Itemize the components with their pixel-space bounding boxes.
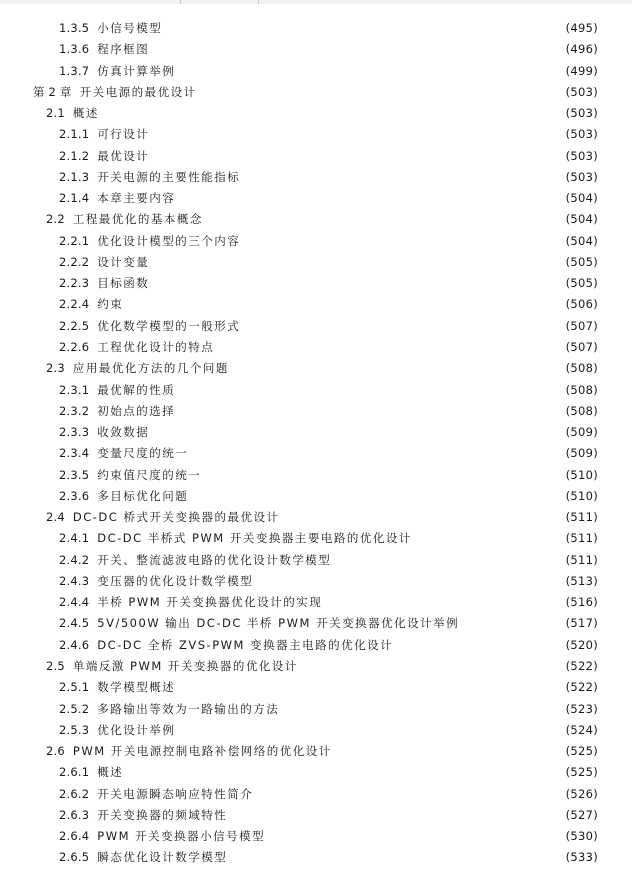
toc-subsection xyxy=(0,337,632,358)
toc-entry-number: 2.6.2 xyxy=(59,786,90,801)
toc-entry-page: (522) xyxy=(565,680,598,695)
toc-entry-number: 2.5.3 xyxy=(59,722,90,737)
toc-entry-number: 第 2 章 xyxy=(33,84,72,99)
toc-subsection xyxy=(0,61,632,82)
toc-entry-title: 单端反激 PWM 开关变换器的优化设计 xyxy=(72,658,298,673)
toc-entry-title: DC-DC 半桥式 PWM 开关变换器主要电路的优化设计 xyxy=(97,531,412,546)
toc-entry-page: (525) xyxy=(565,744,598,759)
toc-entry-number: 2.1.3 xyxy=(59,169,90,184)
toc-entry-number: 1.3.6 xyxy=(59,42,90,57)
toc-subsection xyxy=(0,39,632,60)
toc-subsection xyxy=(0,699,632,720)
toc-entry-page: (507) xyxy=(565,318,598,333)
toc-entry-page: (504) xyxy=(565,212,598,227)
toc-subsection xyxy=(0,167,632,188)
toc-entry-page: (503) xyxy=(565,148,598,163)
toc-subsection xyxy=(0,805,632,826)
toc-section xyxy=(0,741,632,762)
toc-entry-number: 2.1.4 xyxy=(59,191,90,206)
toc-entry-number: 2.3.4 xyxy=(59,446,90,461)
toc-entry-title: 优化设计举例 xyxy=(97,722,176,737)
toc-entry-title: 变压器的优化设计数学模型 xyxy=(97,573,254,588)
toc-entry-number: 2.2 xyxy=(46,212,65,227)
table-of-contents xyxy=(0,18,632,869)
toc-entry-number: 2.4 xyxy=(46,510,65,525)
toc-entry-page: (522) xyxy=(565,658,598,673)
toc-entry-number: 2.6.1 xyxy=(59,765,90,780)
toc-entry-title: 5V/500W 输出 DC-DC 半桥 PWM 开关变换器优化设计举例 xyxy=(97,616,460,631)
toc-entry-title: 小信号模型 xyxy=(97,21,163,35)
toc-subsection xyxy=(0,380,632,401)
toc-entry-title: 约束 xyxy=(97,297,124,312)
toc-subsection xyxy=(0,188,632,209)
toc-entry-title: 工程最优化的基本概念 xyxy=(72,212,203,227)
toc-subsection xyxy=(0,550,632,571)
toc-entry-page: (533) xyxy=(565,850,598,865)
toc-entry-page: (503) xyxy=(565,169,598,184)
toc-chapter xyxy=(0,82,632,103)
toc-section xyxy=(0,507,632,528)
toc-entry-page: (509) xyxy=(565,425,598,440)
toc-subsection xyxy=(0,635,632,656)
toc-entry-number: 2.3.6 xyxy=(59,488,90,503)
toc-entry-title: 应用最优化方法的几个问题 xyxy=(72,361,229,376)
toc-entry-title: 概述 xyxy=(97,765,124,780)
toc-entry-title: 最优解的性质 xyxy=(97,382,176,397)
toc-entry-number: 2.4.4 xyxy=(59,595,90,610)
toc-entry-page: (499) xyxy=(565,63,598,78)
toc-entry-page: (520) xyxy=(565,637,598,652)
toc-entry-title: 半桥 PWM 开关变换器优化设计的实现 xyxy=(97,595,323,610)
toc-subsection xyxy=(0,613,632,634)
toc-entry-number: 2.1.2 xyxy=(59,148,90,163)
toc-entry-title: 最优设计 xyxy=(97,148,150,163)
toc-entry-number: 2.6 xyxy=(46,744,65,759)
toc-entry-page: (525) xyxy=(565,765,598,780)
toc-entry-number: 2.6.4 xyxy=(59,829,90,844)
strip-divider xyxy=(258,0,259,4)
toc-entry-title: 本章主要内容 xyxy=(97,191,176,206)
toc-entry-number: 2.3.3 xyxy=(59,425,90,440)
toc-entry-number: 2.5 xyxy=(46,658,65,673)
toc-entry-page: (523) xyxy=(565,701,598,716)
toc-entry-page: (504) xyxy=(565,191,598,206)
toc-entry-page: (508) xyxy=(565,382,598,397)
toc-entry-title: 设计变量 xyxy=(97,254,150,269)
toc-entry-page: (524) xyxy=(565,722,598,737)
toc-subsection xyxy=(0,252,632,273)
toc-entry-number: 2.6.3 xyxy=(59,807,90,822)
toc-entry-title: 可行设计 xyxy=(97,127,150,142)
toc-entry-number: 2.5.2 xyxy=(59,701,90,716)
strip-divider xyxy=(180,0,181,4)
toc-entry-title: 初始点的选择 xyxy=(97,403,176,418)
toc-subsection xyxy=(0,401,632,422)
toc-entry-title: 工程优化设计的特点 xyxy=(97,339,215,354)
toc-subsection xyxy=(0,762,632,783)
toc-entry-page: (510) xyxy=(565,488,598,503)
toc-entry-page: (506) xyxy=(565,297,598,312)
toc-entry-title: PWM 开关电源控制电路补偿网络的优化设计 xyxy=(72,744,332,759)
toc-entry-title: 概述 xyxy=(72,106,99,121)
toc-subsection xyxy=(0,784,632,805)
toc-entry-number: 1.3.7 xyxy=(59,63,90,78)
toc-entry-page: (495) xyxy=(565,21,598,35)
toc-entry-number: 2.5.1 xyxy=(59,680,90,695)
toc-entry-number: 2.4.2 xyxy=(59,552,90,567)
toc-entry-number: 2.6.5 xyxy=(59,850,90,865)
toc-entry-title: 开关电源的主要性能指标 xyxy=(97,169,241,184)
toc-section xyxy=(0,103,632,124)
toc-subsection xyxy=(0,720,632,741)
toc-entry-page: (530) xyxy=(565,829,598,844)
toc-section xyxy=(0,358,632,379)
toc-section xyxy=(0,209,632,230)
toc-entry-title: 优化设计模型的三个内容 xyxy=(97,233,241,248)
toc-entry-number: 2.2.1 xyxy=(59,233,90,248)
toc-subsection xyxy=(0,847,632,868)
toc-entry-number: 2.4.3 xyxy=(59,573,90,588)
toc-entry-number: 2.3.1 xyxy=(59,382,90,397)
toc-section xyxy=(0,656,632,677)
toc-entry-number: 2.2.5 xyxy=(59,318,90,333)
toc-entry-number: 1.3.5 xyxy=(59,21,90,35)
toc-subsection xyxy=(0,146,632,167)
toc-entry-title: 瞬态优化设计数学模型 xyxy=(97,850,228,865)
toc-entry-title: 多路输出等效为一路输出的方法 xyxy=(97,701,280,716)
toc-entry-page: (511) xyxy=(565,531,598,546)
toc-entry-number: 2.4.6 xyxy=(59,637,90,652)
toc-entry-page: (510) xyxy=(565,467,598,482)
toc-subsection xyxy=(0,231,632,252)
toc-entry-title: 约束值尺度的统一 xyxy=(97,467,202,482)
toc-entry-title: PWM 开关变换器小信号模型 xyxy=(97,829,266,844)
toc-entry-number: 2.4.1 xyxy=(59,531,90,546)
toc-entry-page: (511) xyxy=(565,510,598,525)
toc-entry-title: 开关、整流滤波电路的优化设计数学模型 xyxy=(97,552,332,567)
toc-subsection xyxy=(0,422,632,443)
toc-entry-title: 开关变换器的频域特性 xyxy=(97,807,228,822)
toc-subsection xyxy=(0,826,632,847)
toc-entry-number: 2.2.3 xyxy=(59,276,90,291)
toc-entry-number: 2.3 xyxy=(46,361,65,376)
toc-entry-page: (505) xyxy=(565,276,598,291)
toc-subsection xyxy=(0,316,632,337)
toc-entry-title: 开关电源瞬态响应特性简介 xyxy=(97,786,254,801)
toc-entry-number: 2.1 xyxy=(46,106,65,121)
toc-entry-page: (527) xyxy=(565,807,598,822)
toc-subsection xyxy=(0,677,632,698)
toc-entry-title: 仿真计算举例 xyxy=(97,63,176,78)
toc-entry-number: 2.3.5 xyxy=(59,467,90,482)
toc-entry-number: 2.2.4 xyxy=(59,297,90,312)
toc-entry-page: (508) xyxy=(565,361,598,376)
toc-entry-title: 多目标优化问题 xyxy=(97,488,189,503)
toc-entry-title: 数学模型概述 xyxy=(97,680,176,695)
toc-entry-page: (507) xyxy=(565,339,598,354)
toc-entry-page: (508) xyxy=(565,403,598,418)
toc-entry-page: (503) xyxy=(565,127,598,142)
toc-entry-page: (503) xyxy=(565,84,598,99)
toc-subsection xyxy=(0,443,632,464)
toc-entry-page: (505) xyxy=(565,254,598,269)
toc-entry-page: (516) xyxy=(565,595,598,610)
toc-entry-page: (504) xyxy=(565,233,598,248)
toc-entry-page: (513) xyxy=(565,573,598,588)
toc-entry-page: (511) xyxy=(565,552,598,567)
toc-subsection xyxy=(0,528,632,549)
toc-entry-title: 收敛数据 xyxy=(97,425,150,440)
top-strip xyxy=(0,0,632,4)
toc-entry-title: DC-DC 桥式开关变换器的最优设计 xyxy=(72,510,280,525)
toc-entry-page: (517) xyxy=(565,616,598,631)
toc-entry-title: DC-DC 全桥 ZVS-PWM 变换器主电路的优化设计 xyxy=(97,637,394,652)
toc-entry-title: 开关电源的最优设计 xyxy=(79,84,197,99)
toc-subsection xyxy=(0,294,632,315)
toc-entry-page: (496) xyxy=(565,42,598,57)
toc-entry-title: 目标函数 xyxy=(97,276,150,291)
toc-entry-page: (503) xyxy=(565,106,598,121)
toc-subsection xyxy=(0,486,632,507)
toc-entry-page: (526) xyxy=(565,786,598,801)
toc-entry-number: 2.2.6 xyxy=(59,339,90,354)
toc-subsection xyxy=(0,571,632,592)
toc-entry-number: 2.4.5 xyxy=(59,616,90,631)
toc-entry-title: 变量尺度的统一 xyxy=(97,446,189,461)
toc-entry-page: (509) xyxy=(565,446,598,461)
toc-subsection xyxy=(0,465,632,486)
toc-subsection xyxy=(0,273,632,294)
toc-entry-title: 优化数学模型的一般形式 xyxy=(97,318,241,333)
toc-subsection xyxy=(0,124,632,145)
toc-entry-number: 2.2.2 xyxy=(59,254,90,269)
toc-subsection xyxy=(0,18,632,39)
toc-entry-number: 2.1.1 xyxy=(59,127,90,142)
toc-subsection xyxy=(0,592,632,613)
toc-entry-title: 程序框图 xyxy=(97,42,150,57)
toc-entry-number: 2.3.2 xyxy=(59,403,90,418)
